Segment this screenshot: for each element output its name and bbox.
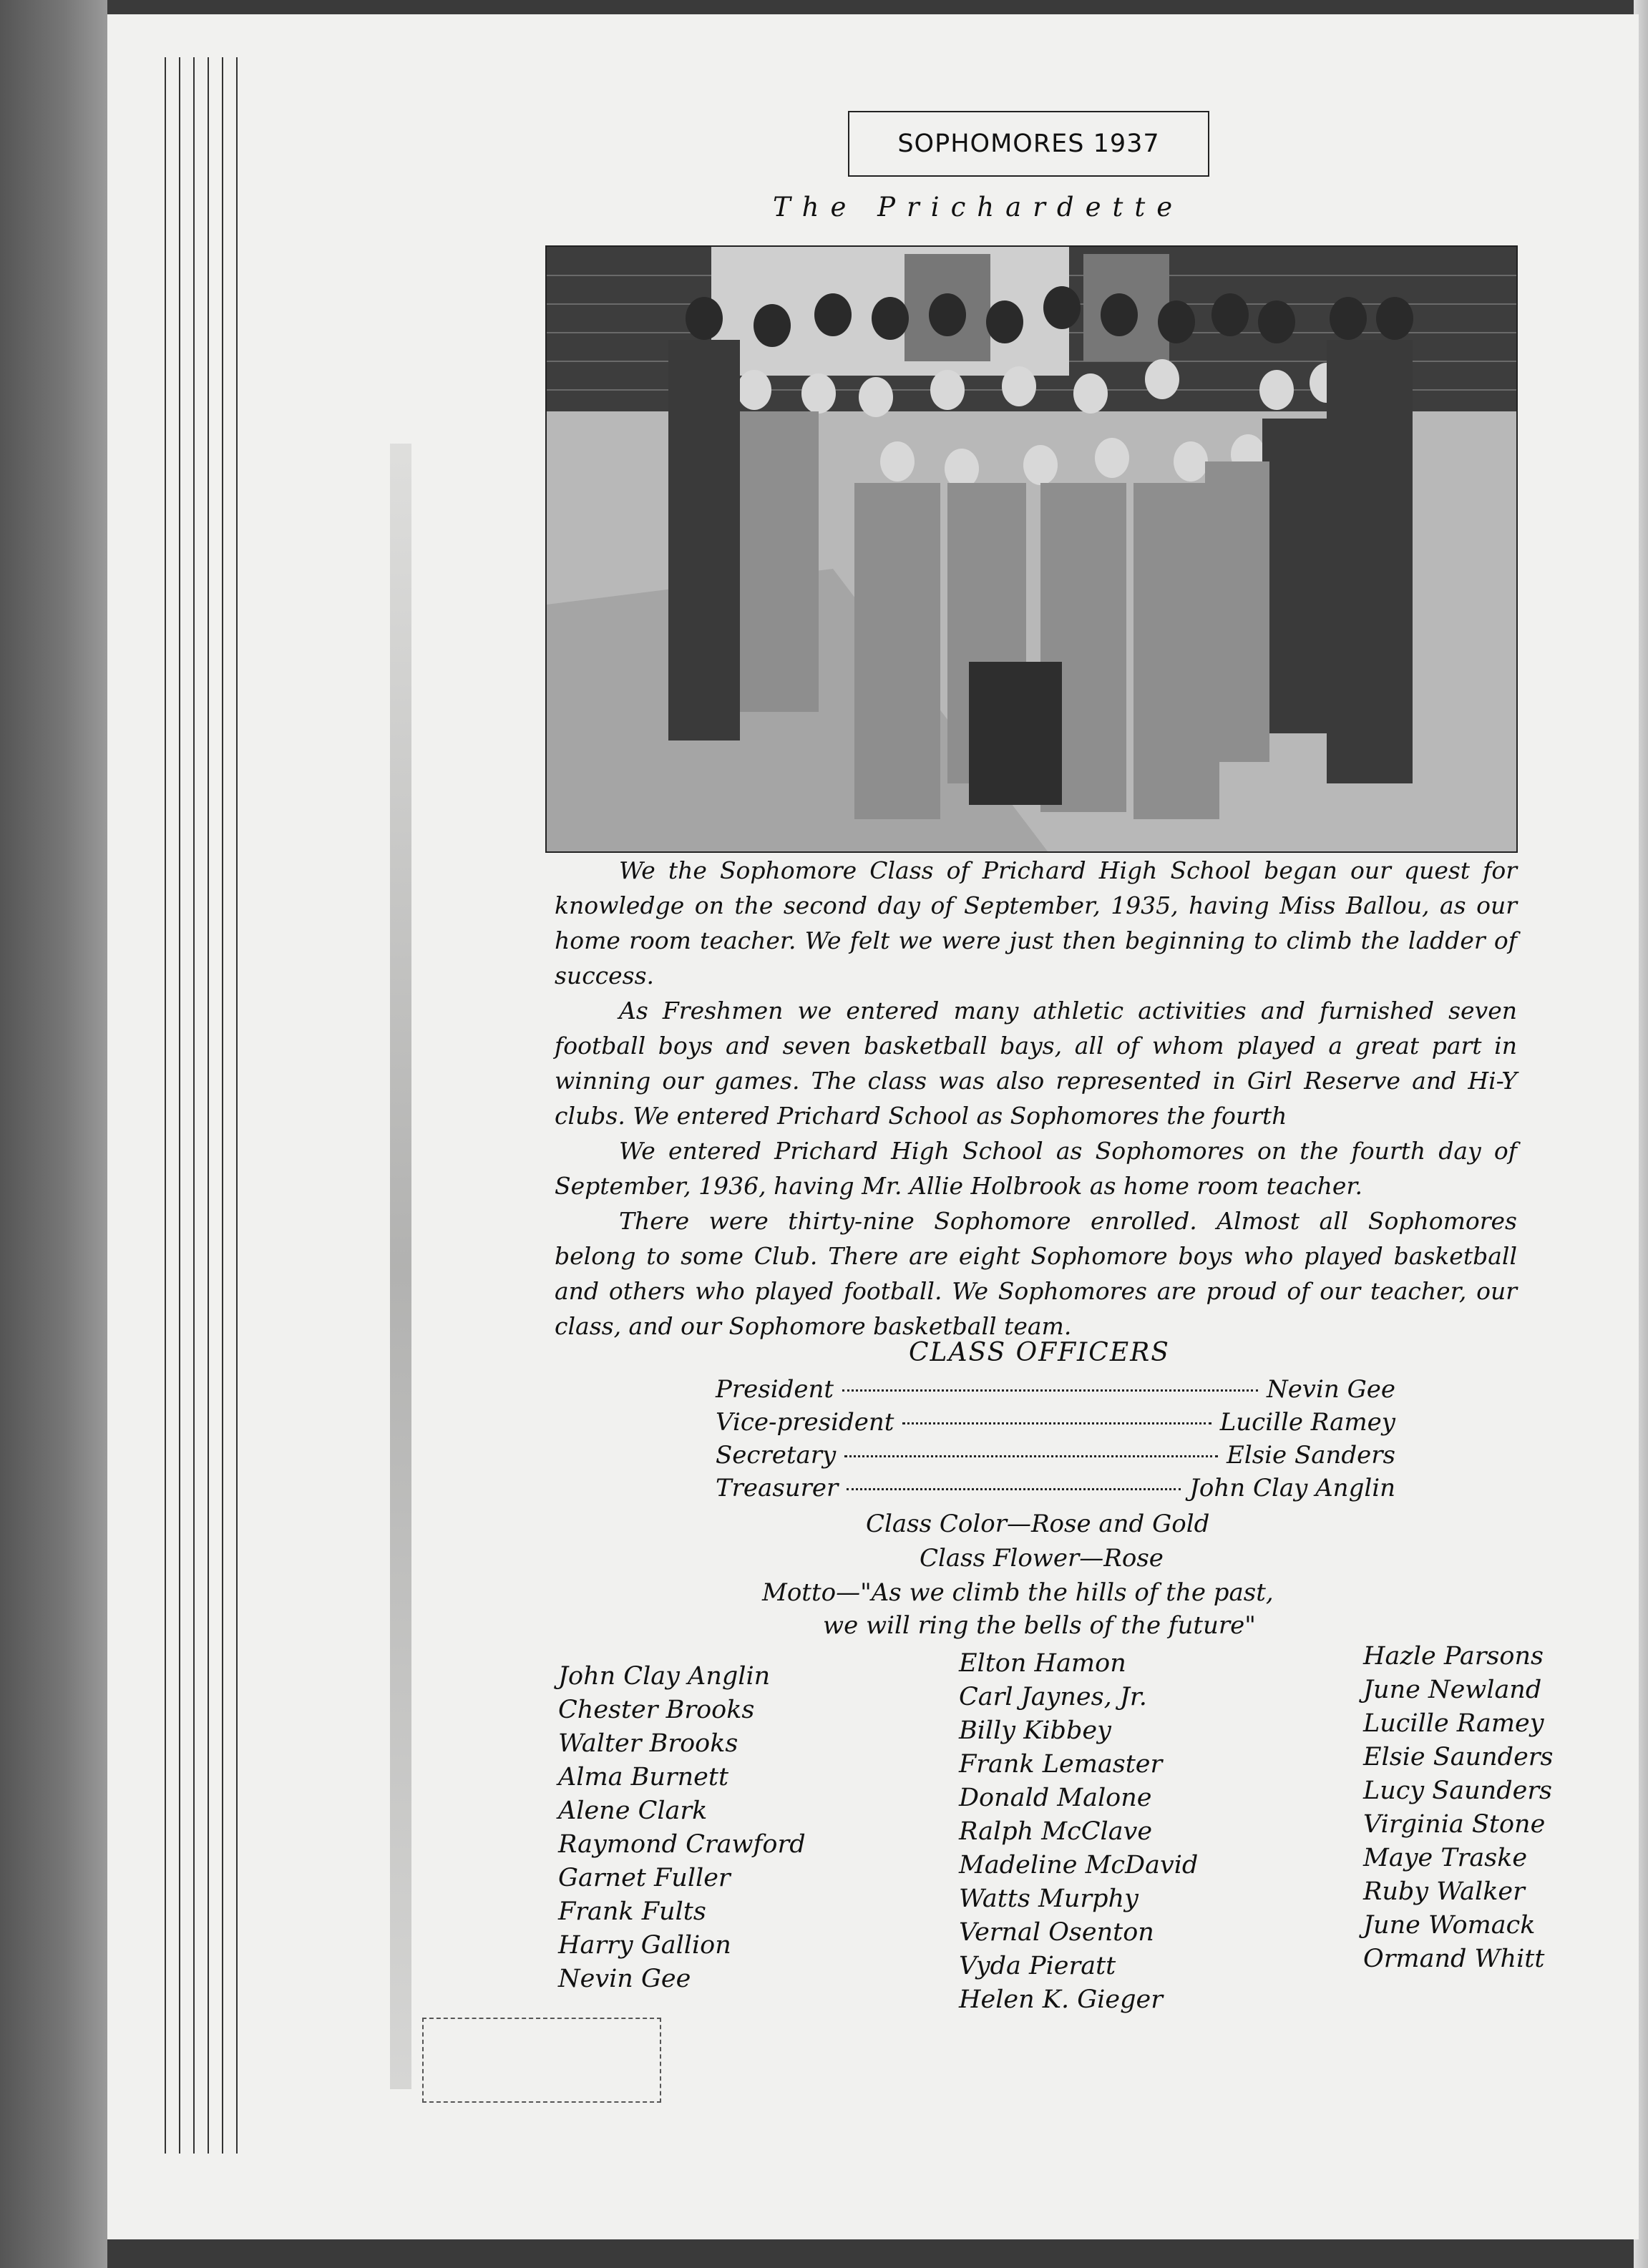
member-name: Watts Murphy	[959, 1885, 1139, 1913]
class-color: Class Color—Rose and Gold	[866, 1510, 1210, 1538]
page-edge	[179, 57, 180, 2154]
page-edge	[165, 57, 166, 2154]
member-name: Virginia Stone	[1363, 1810, 1546, 1839]
paragraph: As Freshmen we entered many athletic activities and furnished seven football boys and seven basketball bays, all of whom played a great part in winning our games. The class was also represented in Girl Reserve and Hi-Y clubs. We entered Prichard School as Sophomores the fourth	[555, 997, 1517, 1130]
section-title: SOPHOMORES 1937	[848, 111, 1209, 177]
member-name: Elsie Saunders	[1363, 1743, 1554, 1771]
paragraph: There were thirty-nine Sophomore enrolled. Almost all Sophomores belong to some Club. There are eight Sophomore boys who played basketball and others who played football. We Sophomores are proud of our teacher, our class, and our Sophomore basketball team.	[555, 1207, 1517, 1340]
officer-row-treasurer	[716, 1474, 1395, 1502]
member-name: Billy Kibbey	[959, 1716, 1111, 1745]
officer-row-vice-president	[716, 1408, 1395, 1437]
member-name: Vyda Pieratt	[959, 1952, 1116, 1980]
officer-role: Secretary	[716, 1441, 837, 1470]
officer-role: Treasurer	[716, 1474, 839, 1502]
body-text	[555, 853, 1517, 1344]
member-name: Raymond Crawford	[558, 1830, 806, 1859]
class-motto-line-2: we will ring the bells of the future"	[823, 1611, 1256, 1640]
member-name: Ormand Whitt	[1363, 1945, 1545, 1973]
member-name: Chester Brooks	[558, 1696, 755, 1724]
member-name: Donald Malone	[959, 1784, 1152, 1812]
member-name: Harry Gallion	[558, 1931, 731, 1960]
publication-title: The Prichardette	[773, 192, 1184, 223]
member-name: June Newland	[1363, 1676, 1542, 1704]
page-edge	[222, 57, 223, 2154]
member-name: Nevin Gee	[558, 1965, 691, 1993]
member-list-column-2	[959, 1647, 1198, 2017]
member-name: Ralph McClave	[959, 1817, 1153, 1846]
member-name: Hazle Parsons	[1363, 1642, 1544, 1671]
class-motto-line-1: Motto—"As we climb the hills of the past,	[762, 1578, 1274, 1607]
member-list-column-3	[1363, 1640, 1553, 1976]
member-name: John Clay Anglin	[558, 1662, 771, 1691]
member-name: Lucille Ramey	[1363, 1709, 1544, 1738]
member-name: Ruby Walker	[1363, 1877, 1525, 1906]
photo-icon	[547, 247, 1516, 851]
class-group-photo	[545, 245, 1518, 853]
member-name: Lucy Saunders	[1363, 1776, 1553, 1805]
page-edge	[236, 57, 238, 2154]
officer-role: President	[716, 1375, 834, 1404]
officer-row-secretary	[716, 1441, 1395, 1470]
leader-dots	[842, 1389, 1258, 1392]
officer-row-president	[716, 1375, 1395, 1404]
member-name: Alene Clark	[558, 1797, 708, 1825]
member-name: Frank Lemaster	[959, 1750, 1163, 1779]
paragraph: We entered Prichard High School as Sophomores on the fourth day of September, 1936, having Mr. Allie Holbrook as home room teacher.	[555, 1137, 1517, 1200]
scan-shadow-left	[0, 0, 107, 2268]
officer-name: John Clay Anglin	[1189, 1474, 1395, 1502]
member-list-column-1	[558, 1660, 806, 1996]
class-flower: Class Flower—Rose	[920, 1544, 1164, 1573]
faint-stamp-box	[422, 2018, 661, 2103]
leader-dots	[844, 1455, 1218, 1457]
scan-smudge	[390, 444, 411, 2089]
member-name: Carl Jaynes, Jr.	[959, 1683, 1147, 1711]
page-edge	[193, 57, 195, 2154]
member-name: Madeline McDavid	[959, 1851, 1199, 1880]
member-name: Vernal Osenton	[959, 1918, 1154, 1947]
member-name: June Womack	[1363, 1911, 1536, 1940]
paragraph: We the Sophomore Class of Prichard High School began our quest for knowledge on the second day of September, 1935, having Miss Ballou, as our home room teacher. We felt we were just then beginning to climb the ladder of success.	[555, 856, 1517, 989]
member-name: Alma Burnett	[558, 1763, 729, 1792]
leader-dots	[847, 1488, 1181, 1490]
member-name: Elton Hamon	[959, 1649, 1126, 1678]
officer-name: Elsie Sanders	[1227, 1441, 1395, 1470]
leader-dots	[902, 1422, 1211, 1424]
member-name: Walter Brooks	[558, 1729, 738, 1758]
officer-name: Nevin Gee	[1266, 1375, 1395, 1404]
officer-name: Lucille Ramey	[1219, 1408, 1395, 1437]
class-officers-title: CLASS OFFICERS	[909, 1338, 1170, 1367]
member-name: Maye Traske	[1363, 1844, 1528, 1872]
member-name: Frank Fults	[558, 1897, 706, 1926]
member-name: Helen K. Gieger	[959, 1985, 1163, 2014]
member-name: Garnet Fuller	[558, 1864, 731, 1892]
page-edge	[208, 57, 209, 2154]
officer-role: Vice-president	[716, 1408, 894, 1437]
